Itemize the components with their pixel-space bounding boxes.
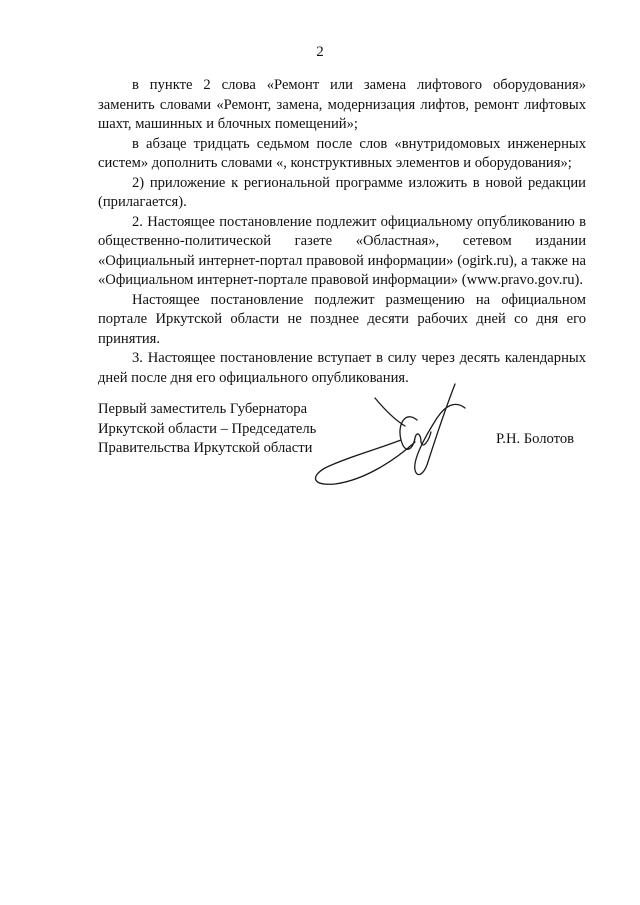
signatory-title-line: Иркутской области – Председатель — [98, 420, 317, 437]
paragraph: 3. Настоящее постановление вступает в силу через десять календарных дней после дня его официального опубликования. — [98, 350, 586, 386]
body-text — [98, 76, 586, 388]
paragraph: в пункте 2 слова «Ремонт или замена лифтового оборудования» заменить словами «Ремонт, замена, модернизация лифтов, ремонт лифтовых шахт, машинных и блочных помещений»; — [98, 77, 586, 132]
paragraph: в абзаце тридцать седьмом после слов «внутридомовых инженерных систем» дополнить словами «, конструктивных элементов и оборудования»; — [98, 135, 586, 171]
paragraph: Настоящее постановление подлежит размещению на официальном портале Иркутской области не позднее десяти рабочих дней со дня его принятия. — [98, 291, 586, 347]
paragraph: 2. Настоящее постановление подлежит официальному опубликованию в общественно-политической газете «Областная», сетевом издании «Официальный интернет-портал правовой информации» (ogirk.ru), а также на «Официальном интернет-портале правовой информации» (www.pravo.gov.ru). — [98, 213, 586, 288]
signatory-title-line: Первый заместитель Губернатора — [98, 401, 308, 417]
signatory-title-line: Правительства Иркутской области — [98, 440, 313, 456]
signatory-name: Р.Н. Болотов — [496, 431, 575, 447]
page-number: 2 — [316, 44, 324, 60]
signatory-title — [98, 400, 316, 459]
handwritten-signature — [305, 380, 485, 490]
paragraph: 2) приложение к региональной программе изложить в новой редакции (прилагается). — [98, 174, 586, 210]
